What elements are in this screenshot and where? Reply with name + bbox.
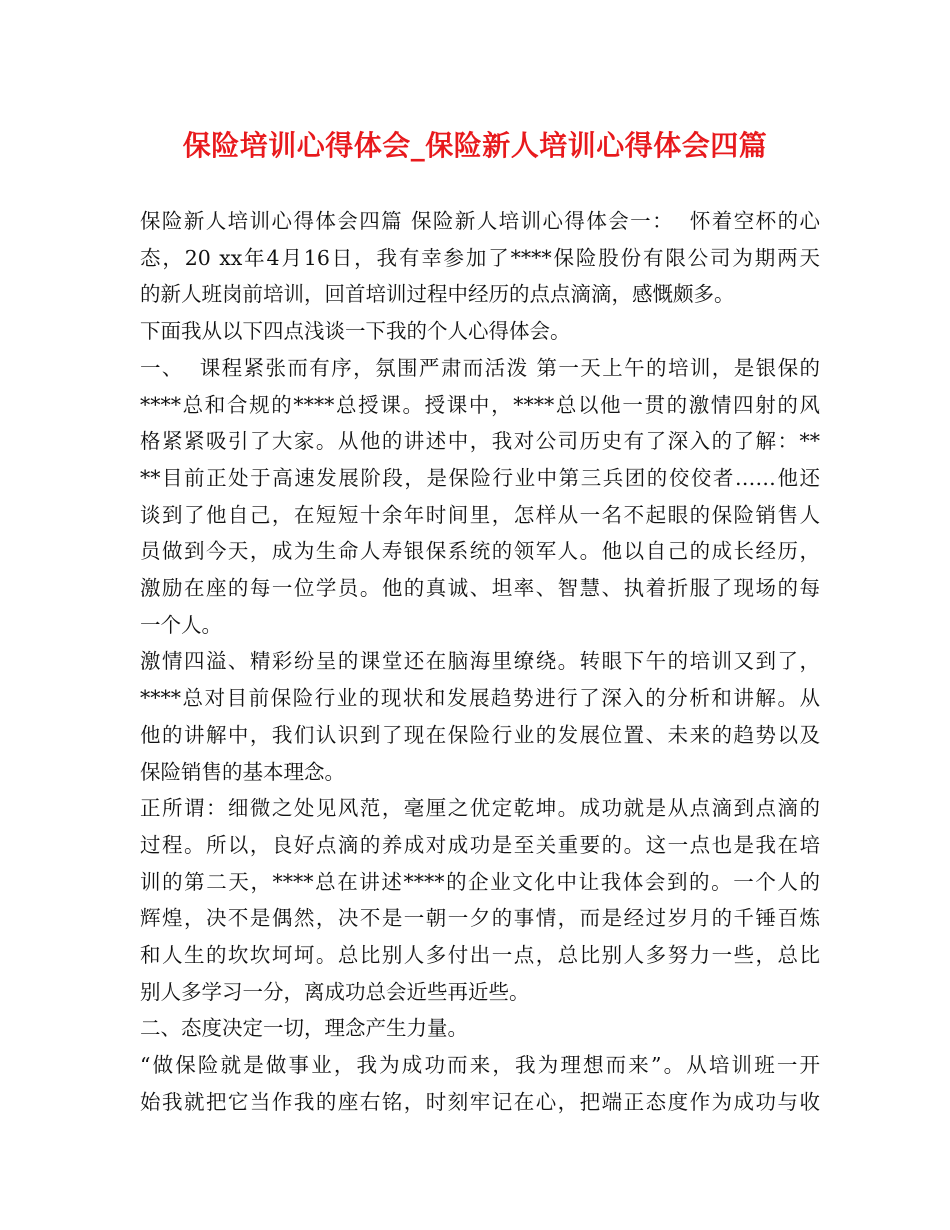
body-text-line: 一个人。	[140, 612, 222, 637]
body-text-line: 辉煌，决不是偶然，决不是一朝一夕的事情，而是经过岁月的千锤百炼	[140, 906, 820, 931]
body-text-line: 正所谓：细微之处见风范，毫厘之优定乾坤。成功就是从点滴到点滴的	[140, 796, 820, 821]
body-text-line: **目前正处于高速发展阶段，是保险行业中第三兵团的佼佼者……他还	[140, 465, 820, 490]
body-text-line: ****总对目前保险行业的现状和发展趋势进行了深入的分析和讲解。从	[140, 686, 820, 711]
body-text-line: 二、态度决定一切，理念产生力量。	[140, 1016, 468, 1041]
body-text-line: 保险新人培训心得体会四篇 保险新人培训心得体会一： 怀着空杯的心	[140, 209, 820, 233]
body-text-line: 一、 课程紧张而有序，氛围严肃而活泼 第一天上午的培训，是银保的	[140, 355, 820, 380]
body-text-line: 激励在座的每一位学员。他的真诚、坦率、智慧、执着折服了现场的每	[140, 576, 820, 600]
body-text-line: 过程。所以，良好点滴的养成对成功是至关重要的。这一点也是我在培	[140, 832, 820, 857]
body-text-line: 训的第二天，****总在讲述****的企业文化中让我体会到的。一个人的	[140, 869, 820, 894]
body-text-line: ****总和合规的****总授课。授课中，****总以他一贯的激情四射的风	[140, 392, 820, 417]
body-text-line: 保险销售的基本理念。	[140, 759, 345, 784]
document-title: 保险培训心得体会_保险新人培训心得体会四篇	[182, 129, 768, 162]
body-text-line: 格紧紧吸引了大家。从他的讲述中，我对公司历史有了深入的了解：**	[140, 429, 820, 454]
body-text-line: 下面我从以下四点浅谈一下我的个人心得体会。	[140, 319, 571, 344]
body-text-line: 谈到了他自己，在短短十余年时间里，怎样从一名不起眼的保险销售人	[140, 502, 820, 527]
body-text-line: 员做到今天，成为生命人寿银保系统的领军人。他以自己的成长经历，	[140, 539, 820, 564]
body-text-line: 他的讲解中，我们认识到了现在保险行业的发展位置、未来的趋势以及	[140, 722, 820, 747]
body-text-line: 始我就把它当作我的座右铭，时刻牢记在心，把端正态度作为成功与收	[140, 1089, 820, 1114]
body-text-line: “做保险就是做事业，我为成功而来，我为理想而来”。从培训班一开	[140, 1053, 820, 1078]
body-text-line: 激情四溢、精彩纷呈的课堂还在脑海里缭绕。转眼下午的培训又到了，	[140, 649, 820, 674]
body-text-line: 和人生的坎坎坷坷。总比别人多付出一点，总比别人多努力一些，总比	[140, 943, 820, 967]
body-text-line: 的新人班岗前培训，回首培训过程中经历的点点滴滴，感慨颇多。	[140, 282, 735, 307]
body-text-line: 别人多学习一分，离成功总会近些再近些。	[140, 979, 530, 1004]
body-text-line: 态，20 xx年4月16日，我有幸参加了****保险股份有限公司为期两天	[140, 245, 820, 270]
